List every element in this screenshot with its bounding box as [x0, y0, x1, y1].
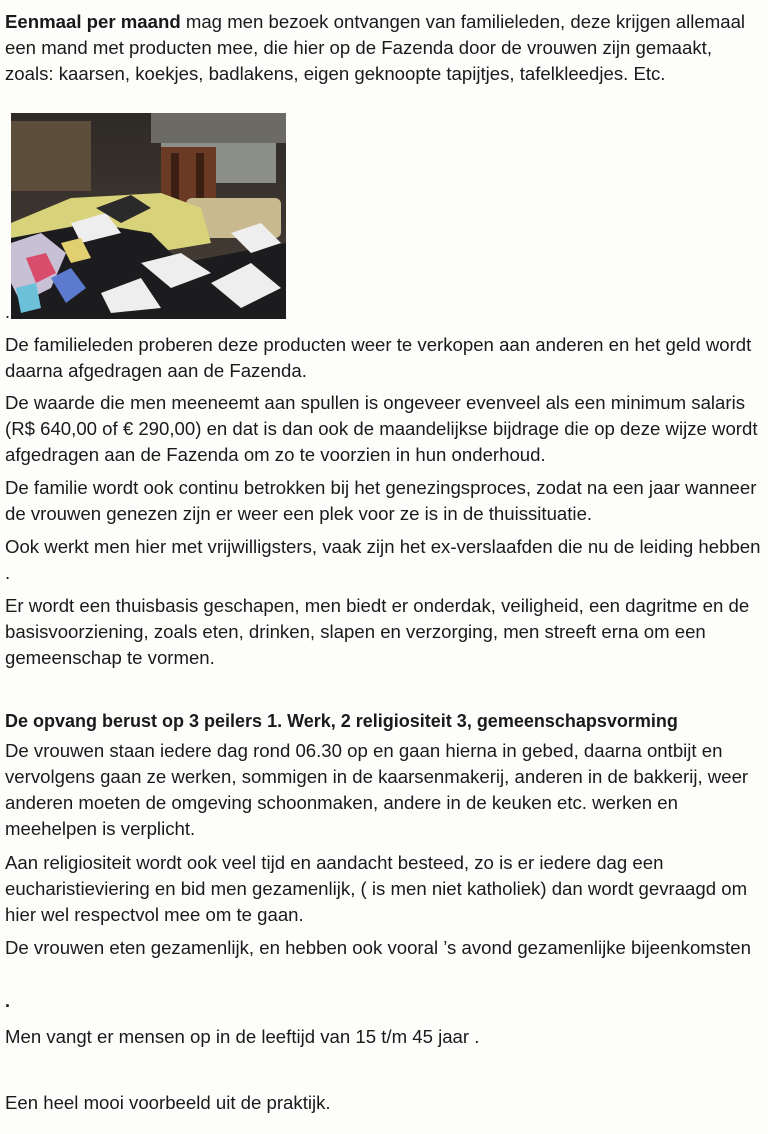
paragraph-3: De familie wordt ook continu betrokken bij het genezingsproces, zodat na een jaar wanneer de vrouwen genezen zijn er weer een plek voor ze is in de thuissituatie.: [5, 477, 757, 524]
list-dot: .: [5, 991, 11, 1011]
paragraph-1: De familieleden proberen deze producten weer te verkopen aan anderen en het geld wordt daarna afgedragen aan de Fazenda.: [5, 334, 752, 381]
intro-lead-text: mag men bezoek ontvangen van familieleden, deze krijgen allemaal een mand met producten mee, die hier op de Fazenda door de vrouwen zijn gemaakt, zoals: kaarsen, koekjes, badlakens, eigen geknoopte tapijtjes, tafelkleedjes. Etc.: [5, 11, 746, 84]
paragraph-7: Aan religiositeit wordt ook veel tijd en aandacht besteed, zo is er iedere dag een eucharistieviering en bid men gezamenlijk, ( is men niet katholiek) dan wordt gevraagd om hier wel respectvol mee om te gaan.: [5, 852, 748, 925]
paragraph-8: De vrouwen eten gezamenlijk, en hebben ook vooral ’s avond gezamenlijke bijeenkomsten: [5, 937, 751, 958]
photo-handmade-rugs: [11, 113, 286, 319]
paragraph-2: De waarde die men meeneemt aan spullen is ongeveer evenveel als een minimum salaris (R$ 640,00 of € 290,00) en dat is dan ook de maandelijkse bijdrage die op deze wijze wordt afgedragen aan de Fazenda om zo te voorzien in hun onderhoud.: [5, 392, 758, 465]
photo-illustration: [11, 113, 286, 319]
paragraph-6: De vrouwen staan iedere dag rond 06.30 op en gaan hierna in gebed, daarna ontbijt en vervolgens gaan ze werken, sommigen in de kaarsenmakerij, anderen in de bakkerij, weer anderen moeten de omgeving schoonmaken, andere in de keuken etc. werken en meehelpen is verplicht.: [5, 740, 749, 839]
closing-line: Een heel mooi voorbeeld uit de praktijk.: [5, 1092, 331, 1113]
intro-lead-bold: Eenmaal per maand: [5, 11, 181, 32]
paragraph-4: Ook werkt men hier met vrijwilligsters, vaak zijn het ex-verslaafden die nu de leiding hebben .: [5, 536, 761, 583]
paragraph-5: Er wordt een thuisbasis geschapen, men biedt er onderdak, veiligheid, een dagritme en de basisvoorziening, zoals eten, drinken, slapen en verzorging, men streeft erna om een gemeenschap te vormen.: [5, 595, 750, 668]
intro-paragraph: [5, 9, 765, 87]
section-heading: De opvang berust op 3 peilers 1. Werk, 2 religiositeit 3, gemeenschapsvorming: [5, 711, 678, 731]
age-range-line: Men vangt er mensen op in de leeftijd van 15 t/m 45 jaar .: [5, 1026, 480, 1047]
stray-dot: .: [5, 302, 11, 322]
